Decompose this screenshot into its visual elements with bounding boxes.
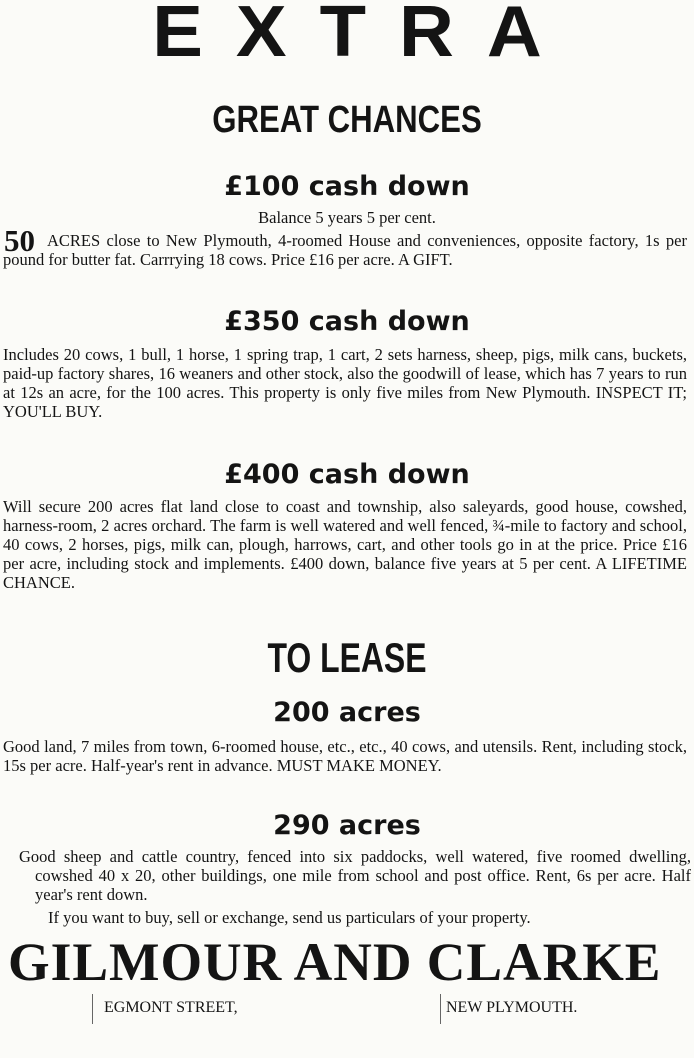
lease-1-text: Good land, 7 miles from town, 6-roomed house, etc., etc., 40 cows, and utensils. Rent, including stock, 15s per acre. Half-year's rent in advance. MUST MAKE MONEY. <box>3 737 687 775</box>
offer-2-price: £350 cash down <box>224 306 470 337</box>
offer-1-balance: Balance 5 years 5 per cent. <box>258 208 436 227</box>
lease-2-title: 290 acres <box>273 810 421 841</box>
subheadline-great-chances: GREAT CHANCES <box>212 99 482 141</box>
offer-2-text: Includes 20 cows, 1 bull, 1 horse, 1 spring trap, 1 cart, 2 sets harness, sheep, pigs, milk cans, buckets, paid-up factory shares, 16 weaners and other stock, also the goodwill of lease, which has 7 years to run at 12s an acre, for the 100 acres. This property is only five miles from New Plymouth. INSPECT IT; YOU'LL BUY. <box>3 345 687 421</box>
offer-1-text: ACRES close to New Plymouth, 4-roomed House and conveniences, opposite factory, 1s per pound for butter fat. Carrrying 18 cows. Price £16 per acre. A GIFT. <box>3 231 687 269</box>
lease-2-text: Good sheep and cattle country, fenced into six paddocks, well watered, five roomed dwelling, cowshed 40 x 20, other buildings, one mile from school and post office. Rent, 6s per acre. Half year's rent down. <box>19 847 691 904</box>
headline-extra: EXTRA <box>152 0 575 72</box>
lease-1-title: 200 acres <box>273 697 421 728</box>
closing-line: If you want to buy, sell or exchange, send us particulars of your property. <box>48 908 531 927</box>
firm-name: GILMOUR AND CLARKE <box>8 932 662 992</box>
offer-3-price: £400 cash down <box>224 459 470 490</box>
footer-divider-left <box>92 994 93 1024</box>
offer-1-price: £100 cash down <box>224 171 470 202</box>
offer-3-text: Will secure 200 acres flat land close to coast and township, also saleyards, good house, cowshed, harness-room, 2 acres orchard. The farm is well watered and well fenced, ¾-mile to factory and school, 40 cows, 2 horses, pigs, milk can, plough, harrows, cart, and other tools go in at the price. Price £16 per acre, including stock and implements. £400 down, balance five years at 5 per cent. A LIFETIME CHANCE. <box>3 497 687 592</box>
footer-divider-right <box>440 994 441 1024</box>
address-right: NEW PLYMOUTH. <box>446 999 578 1016</box>
offer-1-acres-number: 50 <box>4 223 35 258</box>
lease-heading: TO LEASE <box>267 634 427 681</box>
address-left: EGMONT STREET, <box>104 999 238 1016</box>
